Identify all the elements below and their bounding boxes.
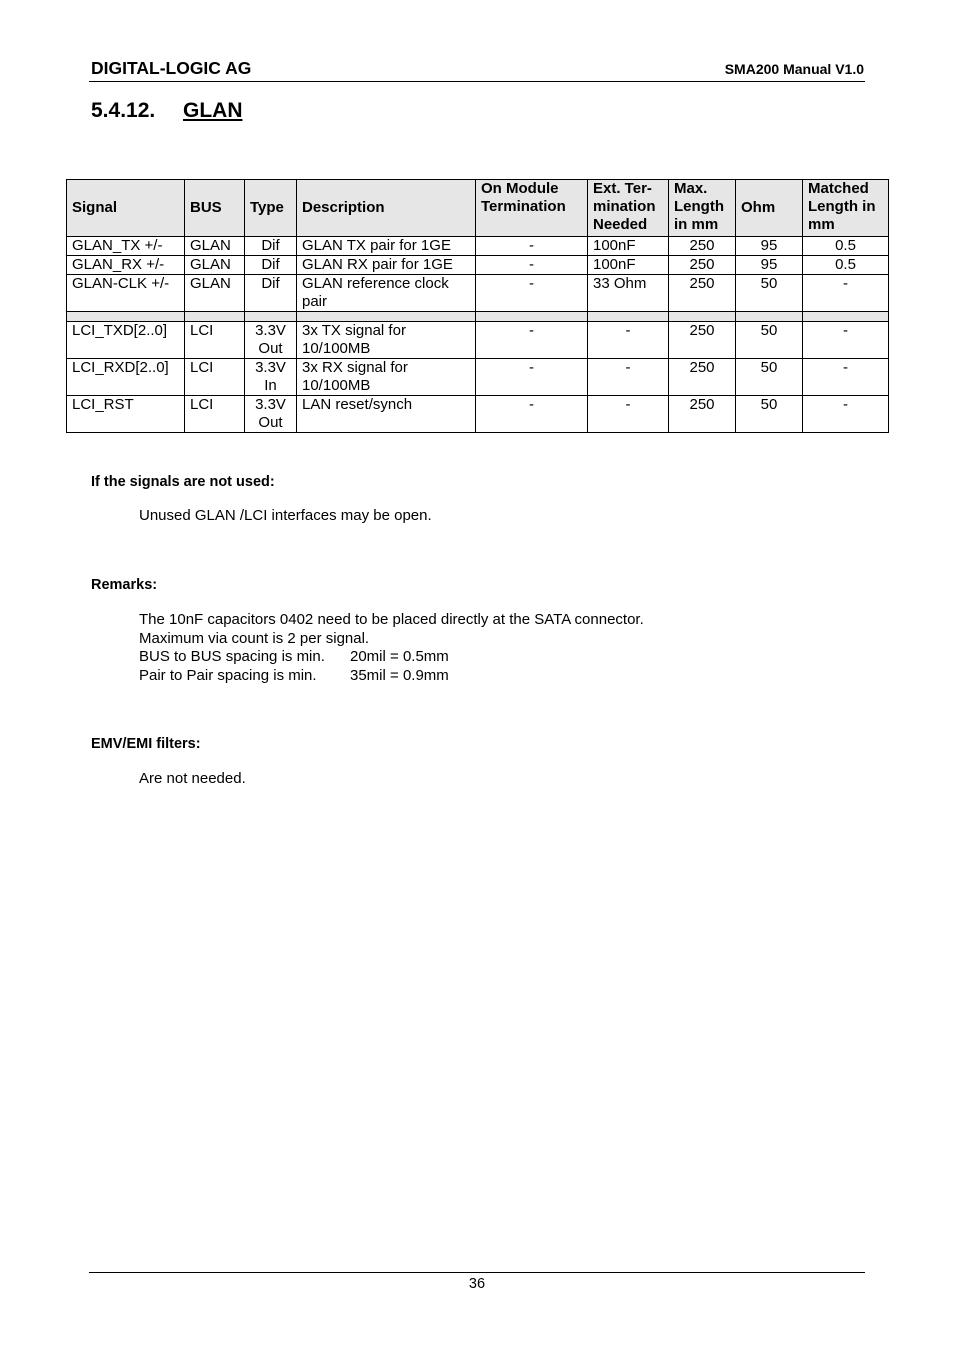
table-row [67, 237, 889, 256]
cell-bus: GLAN [185, 237, 245, 256]
cell-type: Dif [245, 237, 297, 256]
cell-type: Dif [245, 275, 297, 312]
cell-signal: GLAN_TX +/- [67, 237, 185, 256]
table-row [67, 396, 889, 433]
cell-ext-termination: 100nF [588, 237, 669, 256]
remark-line: Pair to Pair spacing is min. 35mil = 0.9mm [139, 666, 449, 684]
cell-matched-length: 0.5 [803, 237, 889, 256]
signal-table [66, 179, 889, 433]
cell-type: 3.3V Out [245, 322, 297, 359]
col-header-signal: Signal [67, 180, 185, 237]
cell-description: GLAN RX pair for 1GE [297, 256, 476, 275]
col-header-type: Type [245, 180, 297, 237]
cell-ohm: 50 [736, 359, 803, 396]
footer-divider [89, 1272, 865, 1273]
cell-type: Dif [245, 256, 297, 275]
remarks-text [139, 611, 644, 685]
cell-signal: GLAN_RX +/- [67, 256, 185, 275]
cell-ext-termination: - [588, 322, 669, 359]
cell-ext-termination: 100nF [588, 256, 669, 275]
cell-ohm: 50 [736, 322, 803, 359]
cell-on-module: - [476, 237, 588, 256]
cell-ohm: 95 [736, 256, 803, 275]
cell-bus: LCI [185, 322, 245, 359]
cell-signal: LCI_TXD[2..0] [67, 322, 185, 359]
emv-heading: EMV/EMI filters: [91, 736, 201, 752]
cell-max-length: 250 [669, 237, 736, 256]
cell-max-length: 250 [669, 275, 736, 312]
cell-description: GLAN TX pair for 1GE [297, 237, 476, 256]
section-number: 5.4.12. [91, 99, 156, 122]
cell-description: 3x TX signal for 10/100MB [297, 322, 476, 359]
cell-on-module: - [476, 275, 588, 312]
table-spacer-row [67, 312, 889, 322]
section-heading [91, 99, 243, 123]
cell-bus: LCI [185, 359, 245, 396]
cell-matched-length: - [803, 275, 889, 312]
cell-bus: GLAN [185, 256, 245, 275]
cell-matched-length: - [803, 396, 889, 433]
cell-on-module: - [476, 256, 588, 275]
table-row [67, 275, 889, 312]
col-header-bus: BUS [185, 180, 245, 237]
remark-line: Maximum via count is 2 per signal. [139, 629, 370, 647]
page-number: 36 [468, 1276, 486, 1292]
cell-description: GLAN reference clock pair [297, 275, 476, 312]
manual-title: SMA200 Manual V1.0 [724, 61, 864, 77]
remark-line: The 10nF capacitors 0402 need to be placed directly at the SATA connector. [139, 611, 644, 628]
col-header-ohm: Ohm [736, 180, 803, 237]
cell-max-length: 250 [669, 322, 736, 359]
remark-line: BUS to BUS spacing is min. 20mil = 0.5mm [139, 648, 449, 665]
cell-ohm: 95 [736, 237, 803, 256]
cell-ext-termination: - [588, 359, 669, 396]
cell-bus: LCI [185, 396, 245, 433]
section-title: GLAN [183, 99, 243, 122]
cell-matched-length: - [803, 322, 889, 359]
cell-bus: GLAN [185, 275, 245, 312]
cell-on-module: - [476, 396, 588, 433]
table-header-row [67, 180, 889, 237]
col-header-matched-length: Matched Length in mm [803, 180, 889, 237]
emv-text: Are not needed. [139, 770, 246, 787]
cell-ohm: 50 [736, 275, 803, 312]
cell-type: 3.3V In [245, 359, 297, 396]
cell-signal: LCI_RST [67, 396, 185, 433]
col-header-ext-termination: Ext. Ter- mination Needed [588, 180, 669, 237]
cell-matched-length: - [803, 359, 889, 396]
cell-on-module: - [476, 359, 588, 396]
cell-ext-termination: - [588, 396, 669, 433]
table-row [67, 359, 889, 396]
table-row [67, 256, 889, 275]
cell-on-module: - [476, 322, 588, 359]
unused-heading: If the signals are not used: [91, 474, 275, 490]
cell-ext-termination: 33 Ohm [588, 275, 669, 312]
header-divider [89, 81, 865, 82]
cell-max-length: 250 [669, 359, 736, 396]
col-header-max-length: Max. Length in mm [669, 180, 736, 237]
table-row [67, 322, 889, 359]
cell-max-length: 250 [669, 396, 736, 433]
cell-matched-length: 0.5 [803, 256, 889, 275]
cell-signal: GLAN-CLK +/- [67, 275, 185, 312]
cell-type: 3.3V Out [245, 396, 297, 433]
col-header-description: Description [297, 180, 476, 237]
cell-ohm: 50 [736, 396, 803, 433]
cell-description: LAN reset/synch [297, 396, 476, 433]
cell-signal: LCI_RXD[2..0] [67, 359, 185, 396]
col-header-on-module: On Module Termination [476, 180, 588, 237]
cell-description: 3x RX signal for 10/100MB [297, 359, 476, 396]
unused-text: Unused GLAN /LCI interfaces may be open. [139, 507, 432, 524]
company-name: DIGITAL-LOGIC AG [91, 58, 252, 78]
remarks-heading: Remarks: [91, 577, 158, 593]
cell-max-length: 250 [669, 256, 736, 275]
